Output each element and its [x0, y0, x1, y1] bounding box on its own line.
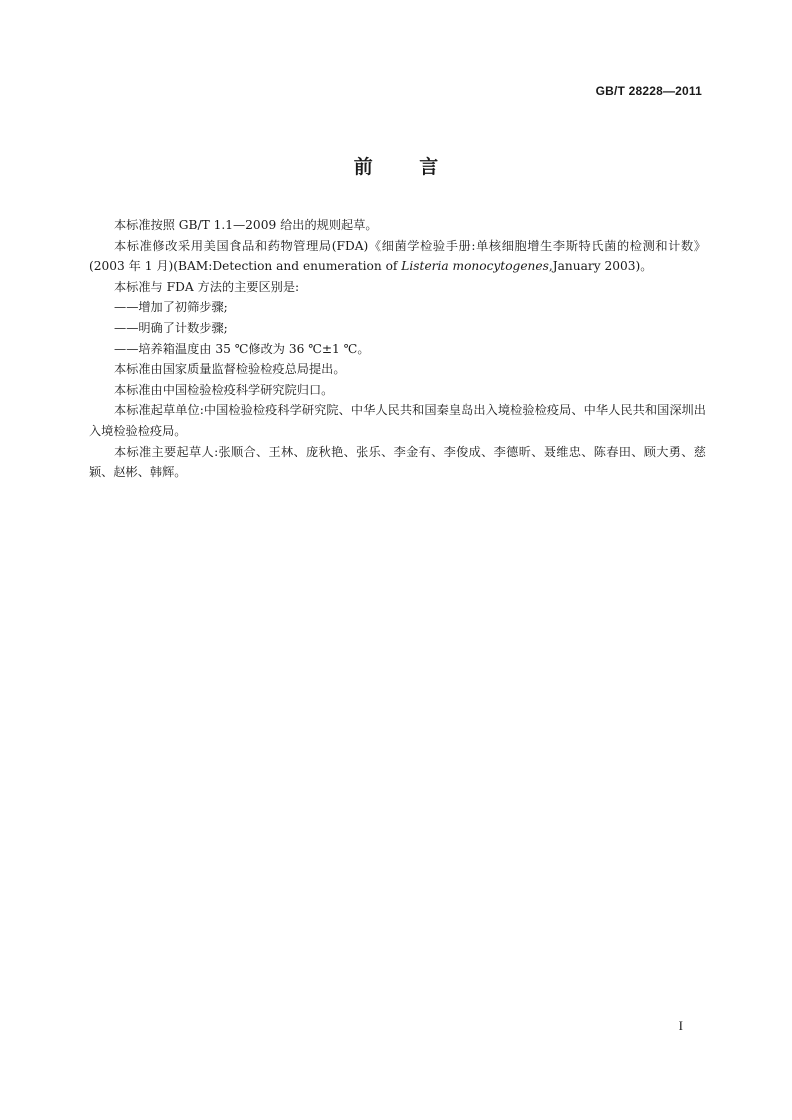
adoption-text-start: 本标准修改采用美国食品和药物管理局(FDA)《细菌学检验手册:单核细胞增生李斯特氏菌的检测和计数》(2003 年 1 月)(BAM:Detection and enumeration of: [89, 238, 706, 274]
page-title: 前 言: [353, 156, 439, 178]
page-number: I: [678, 1018, 683, 1033]
difference-item: ——明确了计数步骤;: [114, 320, 228, 335]
paragraph-drafting-units: 本标准起草单位:中国检验检疫科学研究院、中华人民共和国秦皇岛出入境检验检疫局、中华人民共和国深圳出入境检验检疫局。: [89, 403, 706, 438]
foreword-body: [89, 215, 706, 483]
standard-number: GB/T 28228—2011: [595, 84, 702, 98]
paragraph-differences: 本标准与 FDA 方法的主要区别是:: [114, 279, 300, 294]
difference-item: ——培养箱温度由 35 ℃修改为 36 ℃±1 ℃。: [114, 341, 370, 356]
paragraph-adoption: [89, 236, 706, 277]
species-name: Listeria monocytogenes: [401, 259, 549, 274]
paragraph-drafters: 本标准主要起草人:张顺合、王林、庞秋艳、张乐、李金有、李俊成、李德昕、聂维忠、陈春田、顾大勇、慈颖、赵彬、韩辉。: [89, 444, 706, 480]
paragraph-centralized-by: 本标准由中国检验检疫科学研究院归口。: [114, 382, 334, 397]
adoption-text-end: ,January 2003)。: [548, 259, 653, 274]
paragraph-drafting-rules: 本标准按照 GB/T 1.1—2009 给出的规则起草。: [114, 218, 378, 232]
difference-item: ——增加了初筛步骤;: [114, 300, 228, 315]
paragraph-proposed-by: 本标准由国家质量监督检验检疫总局提出。: [114, 362, 346, 377]
